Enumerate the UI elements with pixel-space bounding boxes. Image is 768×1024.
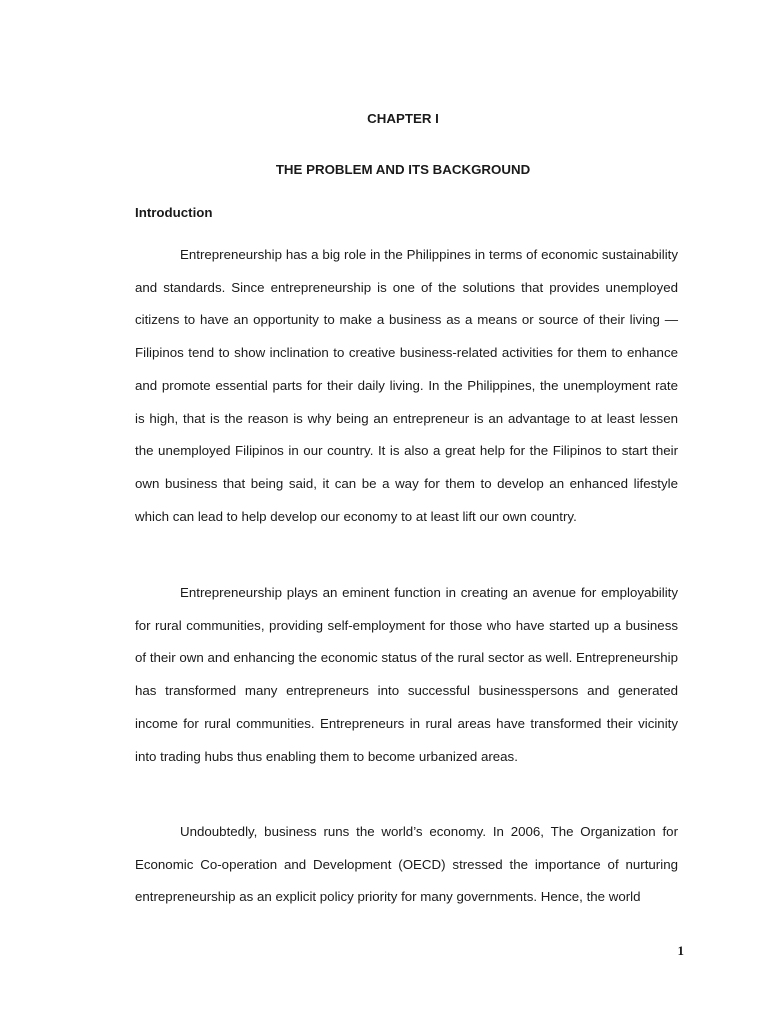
chapter-title: THE PROBLEM AND ITS BACKGROUND: [275, 162, 531, 177]
paragraph-3: Undoubtedly, business runs the world’s economy. In 2006, The Organization for Economic Co-operation and Development (OECD) stressed the importance of nurturing entrepreneurship as an explicit policy priority for many governments. Hence, the world: [135, 824, 678, 905]
chapter-label: CHAPTER I: [367, 111, 439, 126]
section-heading: Introduction: [135, 205, 213, 220]
page-number: 1: [677, 943, 684, 958]
paragraph-1: Entrepreneurship has a big role in the Philippines in terms of economic sustainability and standards. Since entrepreneurship is one of the solutions that provides unemployed citizens to have an opportunity to make a business as a means or source of their living —Filipinos tend to show inclination to creative business-related activities for them to enhance and promote essential parts for their daily living. In the Philippines, the unemployment rate is high, that is the reason is why being an entrepreneur is an advantage to at least lessen the unemployed Filipinos in our country. It is also a great help for the Filipinos to start their own business that being said, it can be a way for them to develop an enhanced lifestyle which can lead to help develop our economy to at least lift our own country.: [135, 247, 678, 524]
paragraph-2: Entrepreneurship plays an eminent function in creating an avenue for employability for rural communities, providing self-employment for those who have started up a business of their own and enhancing the economic status of the rural sector as well. Entrepreneurship has transformed many entrepreneurs into successful businesspersons and generated income for rural communities. Entrepreneurs in rural areas have transformed their vicinity into trading hubs thus enabling them to become urbanized areas.: [135, 585, 678, 764]
